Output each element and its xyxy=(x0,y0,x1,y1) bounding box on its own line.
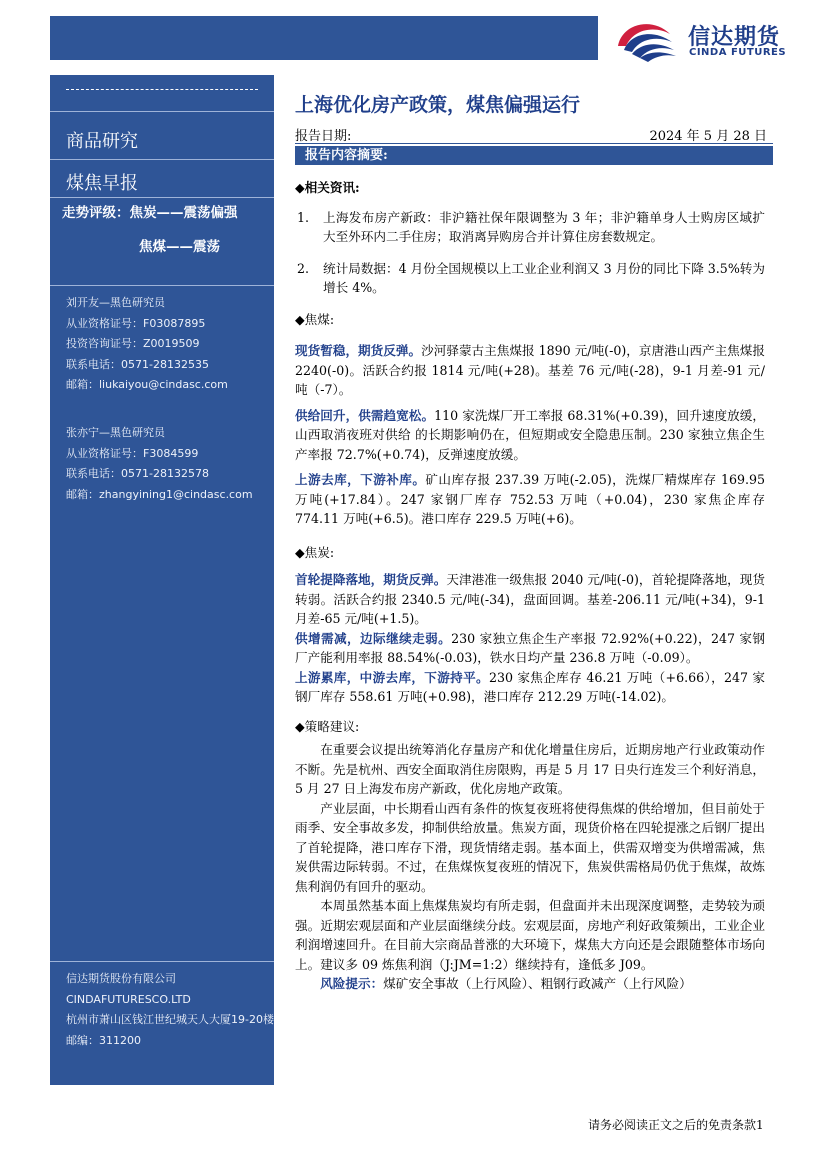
paragraph-lead: 现货暂稳，期货反弹。 xyxy=(295,343,422,358)
paragraph-lead: 上游去库，下游补库。 xyxy=(295,472,426,487)
rating-item: 焦炭——震荡偏强 xyxy=(129,205,238,221)
paragraph-text: 230 家独立焦企生产率报 72.92%(+0.22)，247 家钢厂产能利用率报 88.54%(-0.03)，铁水日均产量 236.8 万吨（-0.09）。 xyxy=(295,630,766,665)
logo-cn-text: 信达期货 xyxy=(688,25,781,50)
paragraph-text: 矿山库存报 237.39 万吨(-2.05)，洗煤厂精煤库存 169.95 万吨(+17.84）。247 家钢厂库存 752.53 万吨（+0.04)，230 家焦企库存 774.11 万吨(+6.5)。港口库存 229.5 万吨(+6)。 xyxy=(295,472,766,526)
item-number: 2. xyxy=(297,260,310,276)
logo-en-text: CINDA FUTURES xyxy=(689,47,787,58)
item-text: 统计局数据：4 月份全国规模以上工业企业利润又 3 月份的同比下降 3.5%转为增长 4%。 xyxy=(323,260,765,295)
report-title: 上海优化房产政策，煤焦偏强运行 xyxy=(295,94,581,116)
paragraph xyxy=(295,570,765,629)
date-label: 报告日期: xyxy=(295,129,352,144)
sidebar-divider xyxy=(50,961,274,962)
abstract-body xyxy=(295,178,765,994)
risk-paragraph xyxy=(295,974,765,994)
cinda-logo xyxy=(612,16,812,62)
paragraph xyxy=(295,629,765,668)
date-value: 2024 年 5 月 28 日 xyxy=(649,129,767,144)
list-item xyxy=(295,208,765,247)
company-address: 杭州市萧山区钱江世纪城天人大厦19-20楼 xyxy=(66,1013,274,1026)
paragraph-lead: 首轮提降落地，期货反弹。 xyxy=(295,572,447,587)
company-postcode: 邮编：311200 xyxy=(66,1033,141,1047)
strategy-paragraph: 产业层面，中长期看山西有条件的恢复夜班将使得焦煤的供给增加，但目前处于雨季、安全事故多发，抑制供给放量。焦炭方面，现货价格在四轮提涨之后钢厂提出了首轮提降，港口库存下滑，现货情绪走弱。基本面上，供需双增变为供增需减，焦炭供需边际转弱。不过，在焦煤恢复夜班的情况下，焦炭供需格局仍优于焦煤，故炼焦利润仍有回升的驱动。 xyxy=(295,800,765,894)
paragraph-lead: 上游累库，中游去库，下游持平。 xyxy=(295,669,489,685)
analyst-email[interactable]: 邮箱：zhangyining1@cindasc.com xyxy=(66,487,253,501)
sidebar xyxy=(50,75,274,1085)
analyst-phone: 联系电话：0571-28132578 xyxy=(66,467,209,480)
sidebar-divider xyxy=(50,197,274,198)
analyst-contact xyxy=(66,293,228,396)
analyst-license: 从业资格证号：F3084599 xyxy=(66,446,199,460)
coke-heading: ◆焦炭: xyxy=(295,544,335,560)
logo-swirl-icon xyxy=(612,16,682,62)
header-divider xyxy=(295,143,773,144)
sidebar-divider xyxy=(50,159,274,160)
rating-label: 走势评级： xyxy=(62,205,130,221)
news-heading: ◆相关资讯: xyxy=(295,180,360,195)
analyst-name: 刘开友—黑色研究员 xyxy=(66,296,165,309)
paragraph xyxy=(295,341,765,400)
analyst-license: 从业资格证号：F03087895 xyxy=(66,316,206,330)
paragraph-text: 天津港准一级焦报 2040 元/吨(-0)，首轮提降落地，现货转弱。活跃合约报 2340.5 元/吨(-34)，盘面回调。基差-206.11 元/吨(+34)，9-1 月差-65 元/吨(+1.5)。 xyxy=(295,572,766,626)
paragraph-text: 230 家焦企库存 46.21 万吨（+6.66），247 家钢厂库存 558.61 万吨(+0.98)，港口库存 212.29 万吨(-14.02)。 xyxy=(295,669,765,704)
list-item xyxy=(295,259,765,298)
analyst-consult-license: 投资咨询证号：Z0019509 xyxy=(66,337,200,350)
rating-row xyxy=(139,235,220,255)
paragraph xyxy=(295,406,765,465)
coking-coal-heading: ◆焦煤: xyxy=(295,311,335,327)
paragraph xyxy=(295,668,765,707)
analyst-email[interactable]: 邮箱：liukaiyou@cindasc.com xyxy=(66,378,228,391)
rating-item: 焦煤——震荡 xyxy=(139,239,220,255)
analyst-contact xyxy=(66,423,253,505)
top-banner xyxy=(50,16,598,60)
paragraph xyxy=(295,470,765,529)
analyst-phone: 联系电话：0571-28132535 xyxy=(66,357,209,371)
paragraph-lead: 供增需减，边际继续走弱。 xyxy=(295,630,452,646)
disclaimer-note: 请务必阅读正文之后的免责条款1 xyxy=(588,1118,764,1132)
company-name: 信达期货股份有限公司 xyxy=(66,972,176,985)
sidebar-divider xyxy=(50,111,274,112)
rating-row xyxy=(62,201,238,221)
paragraph-text: 沙河驿蒙古主焦煤报 1890 元/吨(-0)，京唐港山西产主焦煤报 2240(-0)。活跃合约报 1814 元/吨(+28)。基差 76 元/吨(-28)，9-1 月差-91 元/吨（-7）。 xyxy=(295,343,765,397)
item-number: 1. xyxy=(297,209,310,225)
analyst-name: 张亦宁—黑色研究员 xyxy=(66,426,165,439)
company-info xyxy=(66,969,274,1051)
sidebar-dashed-divider xyxy=(66,89,258,90)
company-en-name: CINDAFUTURESCO.LTD xyxy=(66,992,191,1006)
abstract-bar xyxy=(295,146,773,165)
item-text: 上海发布房产新政：非沪籍社保年限调整为 3 年；非沪籍单身人士购房区域扩大至外环内二手住房；取消离异购房合并计算住房套数规定。 xyxy=(323,209,765,244)
strategy-paragraph: 本周虽然基本面上焦煤焦炭均有所走弱，但盘面并未出现深度调整，走势较为顽强。近期宏观层面和产业层面继续分歧。宏观层面，房地产利好政策频出，工业企业利润增速回升。在目前大宗商品普涨的大环境下，煤焦大方向还是会跟随整体市场向上。建议多 09 炼焦利润（J:JM=1:2）继续持有，逢低多 J09。 xyxy=(295,898,765,972)
paragraph-lead: 供给回升，供需趋宽松。 xyxy=(295,407,435,423)
strategy-heading: ◆策略建议: xyxy=(295,718,360,734)
strategy-paragraph: 在重要会议提出统筹消化存量房产和优化增量住房后，近期房地产行业政策动作不断。先是杭州、西安全面取消住房限购，再是 5 月 17 日央行连发三个利好消息，5 月 27 日上海发布房产新政，优化房地产政策。 xyxy=(295,742,765,796)
risk-lead: 风险提示： xyxy=(320,976,384,991)
sidebar-divider xyxy=(50,285,274,286)
paragraph-text: 110 家洗煤厂开工率报 68.31%(+0.39)，回升速度放缓，山西取消夜班对供给 的长期影响仍在，但短期或安全隐患压制。230 家独立焦企生产率报 72.7%(+0.74)，反弹速度放缓。 xyxy=(295,407,766,462)
abstract-label: 报告内容摘要: xyxy=(305,148,388,163)
report-type: 煤焦早报 xyxy=(66,173,138,194)
risk-text: 煤矿安全事故（上行风险）、粗钢行政减产（上行风险） xyxy=(383,976,692,991)
section-name: 商品研究 xyxy=(66,131,138,152)
